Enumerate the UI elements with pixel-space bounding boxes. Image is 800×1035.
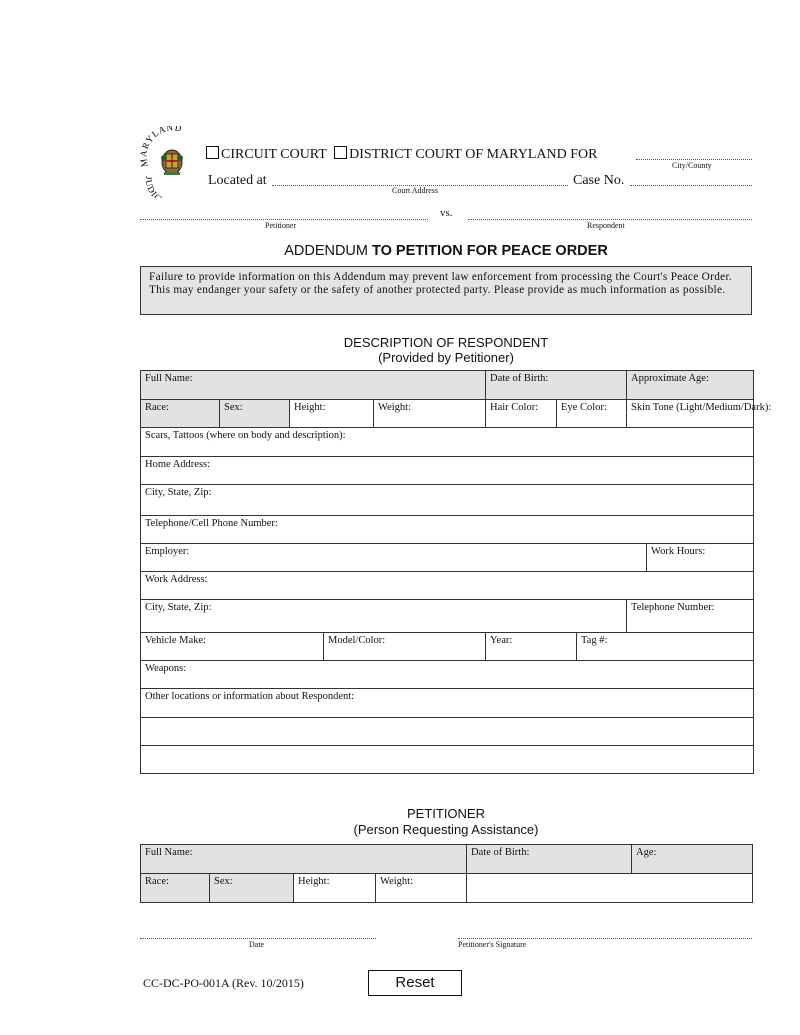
resp-eye-field[interactable]: [557, 400, 627, 428]
court-address-caption: Court Address: [392, 186, 438, 195]
reset-button[interactable]: Reset: [368, 970, 462, 996]
petitioner-table: [140, 844, 753, 903]
located-at-label: Located at: [208, 173, 267, 188]
resp-employer-label: Employer:: [145, 546, 190, 557]
resp-eye-label: Eye Color:: [561, 402, 607, 413]
maryland-judiciary-seal: [140, 126, 206, 198]
pet-sex-label: Sex:: [214, 876, 233, 887]
respondent-caption: Respondent: [587, 221, 625, 230]
resp-telephone-field[interactable]: [627, 600, 754, 633]
petitioner-section-title: PETITIONER: [406, 806, 485, 821]
vs-label: vs.: [440, 207, 453, 219]
resp-other-info-field[interactable]: [141, 689, 754, 718]
resp-other-info-line-3[interactable]: [141, 746, 754, 774]
pet-dob-label: Date of Birth:: [471, 847, 530, 858]
resp-weapons-field[interactable]: [141, 661, 754, 689]
form-number: CC-DC-PO-001A (Rev. 10/2015): [143, 976, 304, 990]
seal-bottom-text: JUDIC: [143, 175, 164, 198]
resp-height-label: Height:: [294, 402, 326, 413]
resp-hair-label: Hair Color:: [490, 402, 539, 413]
resp-dob-field[interactable]: [486, 371, 627, 400]
resp-full-name-field[interactable]: [141, 371, 486, 400]
resp-city-state-zip-field[interactable]: [141, 485, 754, 516]
resp-work-address-label: Work Address:: [145, 574, 208, 585]
resp-vehicle-make-label: Vehicle Make:: [145, 635, 206, 646]
city-county-caption: City/County: [672, 161, 712, 170]
resp-model-color-label: Model/Color:: [328, 635, 386, 646]
pet-race-label: Race:: [145, 876, 169, 887]
resp-race-field[interactable]: [141, 400, 220, 428]
date-field[interactable]: [140, 938, 376, 939]
resp-home-address-label: Home Address:: [145, 459, 211, 470]
respondent-section-title: DESCRIPTION OF RESPONDENT: [343, 335, 549, 350]
circuit-court-checkbox[interactable]: [206, 146, 219, 159]
pet-full-name-label: Full Name:: [145, 847, 193, 858]
resp-work-city-state-zip-label: City, State, Zip:: [145, 602, 212, 613]
respondent-name-field[interactable]: [468, 219, 752, 220]
pet-weight-field[interactable]: [376, 874, 467, 903]
pet-age-label: Age:: [636, 847, 657, 858]
page-title: [140, 243, 752, 259]
pet-age-field[interactable]: [632, 845, 753, 874]
pet-race-field[interactable]: [141, 874, 210, 903]
resp-phone-field[interactable]: [141, 516, 754, 544]
seal-top-text: RYLAND: [140, 126, 184, 151]
title-bold: TO PETITION FOR PEACE ORDER: [372, 243, 608, 259]
resp-work-hours-label: Work Hours:: [651, 546, 706, 557]
resp-approx-age-label: Approximate Age:: [631, 373, 709, 384]
resp-work-city-state-zip-field[interactable]: [141, 600, 627, 633]
resp-weight-field[interactable]: [374, 400, 486, 428]
pet-height-field[interactable]: [294, 874, 376, 903]
resp-weight-label: Weight:: [378, 402, 411, 413]
resp-approx-age-field[interactable]: [627, 371, 754, 400]
respondent-table: [140, 370, 772, 774]
resp-year-label: Year:: [490, 635, 513, 646]
signature-field[interactable]: [458, 938, 752, 939]
resp-scars-label: Scars, Tattoos (where on body and description):: [145, 430, 346, 441]
resp-hair-field[interactable]: [486, 400, 557, 428]
resp-race-label: Race:: [145, 402, 169, 413]
case-number-field[interactable]: [630, 185, 752, 186]
resp-model-color-field[interactable]: [324, 633, 486, 661]
signature-caption: Petitioner's Signature: [458, 940, 527, 949]
pet-dob-field[interactable]: [467, 845, 632, 874]
resp-other-info-line-2[interactable]: [141, 718, 754, 746]
title-plain: ADDENDUM: [284, 243, 368, 259]
resp-employer-field[interactable]: [141, 544, 647, 572]
pet-weight-label: Weight:: [380, 876, 413, 887]
district-court-label: DISTRICT COURT OF MARYLAND FOR: [349, 147, 598, 162]
resp-weapons-label: Weapons:: [145, 663, 187, 674]
resp-phone-label: Telephone/Cell Phone Number:: [145, 518, 278, 529]
pet-blank-field[interactable]: [467, 874, 753, 903]
petitioner-section-subtitle: (Person Requesting Assistance): [353, 822, 539, 837]
resp-city-state-zip-label: City, State, Zip:: [145, 487, 212, 498]
resp-vehicle-make-field[interactable]: [141, 633, 324, 661]
resp-work-address-field[interactable]: [141, 572, 754, 600]
resp-work-hours-field[interactable]: [647, 544, 754, 572]
resp-tag-field[interactable]: [577, 633, 754, 661]
resp-telephone-label: Telephone Number:: [631, 602, 715, 613]
notice-box: Failure to provide information on this Addendum may prevent law enforcement from processing the Court's Peace Order. This may endanger your safety or the safety of another protected party. Please provide as much information as possible.: [140, 266, 752, 315]
petitioner-name-field[interactable]: [140, 219, 428, 220]
respondent-section-subtitle: (Provided by Petitioner): [378, 350, 514, 365]
resp-skin-field[interactable]: [627, 400, 772, 428]
resp-year-field[interactable]: [486, 633, 577, 661]
circuit-court-label: CIRCUIT COURT: [221, 147, 327, 162]
resp-sex-label: Sex:: [224, 402, 243, 413]
petitioner-caption: Petitioner: [265, 221, 297, 230]
pet-sex-field[interactable]: [210, 874, 294, 903]
pet-full-name-field[interactable]: [141, 845, 467, 874]
resp-scars-field[interactable]: [141, 428, 754, 457]
svg-text:JUDICIARY: [144, 176, 184, 198]
pet-height-label: Height:: [298, 876, 330, 887]
city-county-field[interactable]: [636, 159, 752, 160]
resp-skin-label: Skin Tone (Light/Medium/Dark):: [631, 402, 772, 413]
resp-height-field[interactable]: [290, 400, 374, 428]
resp-dob-label: Date of Birth:: [490, 373, 549, 384]
resp-sex-field[interactable]: [220, 400, 290, 428]
resp-tag-label: Tag #:: [581, 635, 608, 646]
date-caption: Date: [249, 940, 265, 949]
case-no-label: Case No.: [573, 173, 625, 188]
resp-home-address-field[interactable]: [141, 457, 754, 485]
district-court-checkbox[interactable]: [334, 146, 347, 159]
resp-full-name-label: Full Name:: [145, 373, 193, 384]
resp-other-info-label: Other locations or information about Respondent:: [145, 691, 355, 702]
